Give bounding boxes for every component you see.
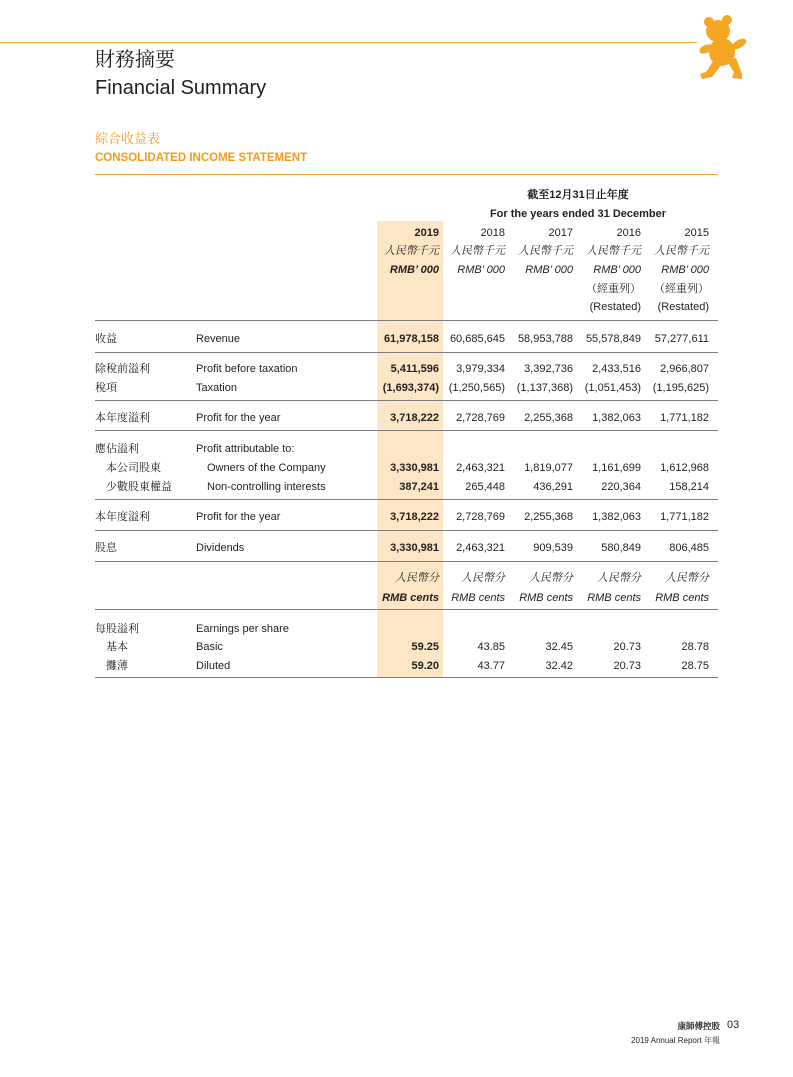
value-cell: 2,255,368 xyxy=(524,412,573,424)
row-label-en: Earnings per share xyxy=(196,623,289,635)
table-rule xyxy=(95,561,718,562)
unit-label-zh: 人民幣分 xyxy=(597,572,641,584)
value-cell: 1,771,182 xyxy=(660,412,709,424)
value-cell: 20.73 xyxy=(613,641,641,653)
unit-label-en: RMB’ 000 xyxy=(525,264,573,276)
value-cell: 3,330,981 xyxy=(390,542,439,554)
unit-label-en: RMB cents xyxy=(382,592,439,604)
restated-label-en: (Restated) xyxy=(657,301,709,313)
value-cell: 59.20 xyxy=(411,660,439,672)
value-cell: 5,411,596 xyxy=(390,363,439,375)
table-rule xyxy=(95,609,718,610)
restated-label-en: (Restated) xyxy=(589,301,641,313)
value-cell: 2,463,321 xyxy=(456,542,505,554)
unit-label-zh: 人民幣分 xyxy=(395,572,439,584)
value-cell: 220,364 xyxy=(601,481,641,493)
value-cell: (1,693,374) xyxy=(382,382,439,394)
value-cell: (1,195,625) xyxy=(652,382,709,394)
unit-label-zh: 人民幣千元 xyxy=(586,245,641,257)
value-cell: 1,612,968 xyxy=(660,462,709,474)
table-row-eps xyxy=(0,622,793,636)
row-label-zh: 本公司股東 xyxy=(106,462,161,474)
row-label-zh: 除稅前溢利 xyxy=(95,363,150,375)
value-cell: 158,214 xyxy=(669,481,709,493)
unit-label-zh: 人民幣千元 xyxy=(518,245,573,257)
table-row-profit-before-taxation xyxy=(0,362,793,376)
value-cell: 2,966,807 xyxy=(660,363,709,375)
row-label-zh: 每股溢利 xyxy=(95,623,139,635)
value-cell: 1,382,063 xyxy=(592,511,641,523)
cents-unit-row-en xyxy=(0,591,793,605)
period-label-en: For the years ended 31 December xyxy=(489,208,667,220)
table-row-profit-for-year-total xyxy=(0,510,793,524)
value-cell: (1,051,453) xyxy=(584,382,641,394)
row-label-en: Non-controlling interests xyxy=(207,481,326,493)
row-label-zh: 稅項 xyxy=(95,382,117,394)
page-title-zh: 財務摘要 xyxy=(95,49,175,71)
restated-label-zh: （經重列） xyxy=(654,283,709,295)
unit-label-en: RMB’ 000 xyxy=(457,264,505,276)
header-rule xyxy=(0,42,697,43)
table-rule xyxy=(95,499,718,500)
value-cell: 3,718,222 xyxy=(390,511,439,523)
table-rule xyxy=(95,400,718,401)
unit-label-zh: 人民幣分 xyxy=(665,572,709,584)
section-title-en: CONSOLIDATED INCOME STATEMENT xyxy=(95,152,308,164)
row-label-en: Profit for the year xyxy=(196,412,281,424)
value-cell: 60,685,645 xyxy=(449,333,505,345)
year-header: 2018 xyxy=(480,227,505,239)
value-cell: (1,137,368) xyxy=(516,382,573,394)
table-row-profit-for-year xyxy=(0,411,793,425)
row-label-zh: 基本 xyxy=(106,641,128,653)
value-cell: 1,819,077 xyxy=(524,462,573,474)
row-label-en: Owners of the Company xyxy=(207,462,326,474)
year-header: 2019 xyxy=(414,227,439,239)
period-row-en xyxy=(0,207,793,221)
value-cell: 43.77 xyxy=(477,660,505,672)
unit-row-zh xyxy=(0,244,793,258)
value-cell: 58,953,788 xyxy=(517,333,573,345)
value-cell: 2,255,368 xyxy=(524,511,573,523)
table-rule xyxy=(95,320,718,321)
value-cell: 3,979,334 xyxy=(456,363,505,375)
row-label-en: Taxation xyxy=(196,382,237,394)
unit-label-zh: 人民幣千元 xyxy=(384,245,439,257)
unit-row-en xyxy=(0,263,793,277)
row-label-zh: 本年度溢利 xyxy=(95,511,150,523)
table-rule xyxy=(95,677,718,678)
row-label-en: Profit for the year xyxy=(196,511,281,523)
bear-mascot-icon xyxy=(696,14,748,82)
restated-row-zh xyxy=(0,282,793,296)
period-label-zh: 截至12月31日止年度 xyxy=(527,189,629,201)
table-row-profit-attributable xyxy=(0,442,793,456)
table-row-eps-diluted xyxy=(0,659,793,673)
page-number: 03 xyxy=(727,1019,740,1031)
value-cell: 1,382,063 xyxy=(592,412,641,424)
value-cell: 2,728,769 xyxy=(456,412,505,424)
unit-label-en: RMB’ 000 xyxy=(593,264,641,276)
value-cell: 580,849 xyxy=(601,542,641,554)
value-cell: 909,539 xyxy=(533,542,573,554)
unit-label-zh: 人民幣分 xyxy=(529,572,573,584)
row-label-en: Dividends xyxy=(196,542,245,554)
unit-label-en: RMB’ 000 xyxy=(389,264,439,276)
footer-company: 康師傅控股 xyxy=(677,1021,720,1031)
table-row-dividends xyxy=(0,541,793,555)
table-row-owners xyxy=(0,461,793,475)
row-label-zh: 少數股東權益 xyxy=(106,481,172,493)
value-cell: 3,392,736 xyxy=(524,363,573,375)
row-label-en: Revenue xyxy=(196,333,241,345)
value-cell: 2,433,516 xyxy=(592,363,641,375)
years-row xyxy=(0,226,793,240)
value-cell: 28.75 xyxy=(681,660,709,672)
year-header: 2015 xyxy=(684,227,709,239)
value-cell: 32.45 xyxy=(545,641,573,653)
value-cell: 1,771,182 xyxy=(660,511,709,523)
unit-label-en: RMB’ 000 xyxy=(661,264,709,276)
value-cell: 2,463,321 xyxy=(456,462,505,474)
year-header: 2016 xyxy=(616,227,641,239)
value-cell: 28.78 xyxy=(681,641,709,653)
value-cell: 32.42 xyxy=(545,660,573,672)
table-rule xyxy=(95,530,718,531)
unit-label-zh: 人民幣千元 xyxy=(450,245,505,257)
restated-row-en xyxy=(0,300,793,314)
year-header: 2017 xyxy=(548,227,573,239)
period-row-zh xyxy=(0,188,793,202)
page-title-en: Financial Summary xyxy=(95,77,267,99)
unit-label-en: RMB cents xyxy=(655,592,709,604)
cents-unit-row-zh xyxy=(0,571,793,585)
row-label-zh: 股息 xyxy=(95,542,117,554)
table-row-taxation xyxy=(0,381,793,395)
value-cell: 61,978,158 xyxy=(383,333,439,345)
value-cell: 3,330,981 xyxy=(390,462,439,474)
row-label-en: Profit before taxation xyxy=(196,363,298,375)
value-cell: 265,448 xyxy=(465,481,505,493)
unit-label-zh: 人民幣千元 xyxy=(654,245,709,257)
value-cell: (1,250,565) xyxy=(448,382,505,394)
table-row-revenue xyxy=(0,332,793,346)
value-cell: 1,161,699 xyxy=(592,462,641,474)
value-cell: 57,277,611 xyxy=(654,333,709,345)
table-row-eps-basic xyxy=(0,640,793,654)
section-rule xyxy=(95,174,718,175)
row-label-en: Basic xyxy=(196,641,223,653)
section-title-zh: 綜合收益表 xyxy=(95,131,161,146)
value-cell: 59.25 xyxy=(411,641,439,653)
table-row-non-controlling xyxy=(0,480,793,494)
row-label-zh: 攤薄 xyxy=(106,660,128,672)
unit-label-en: RMB cents xyxy=(587,592,641,604)
value-cell: 43.85 xyxy=(477,641,505,653)
unit-label-en: RMB cents xyxy=(451,592,505,604)
value-cell: 436,291 xyxy=(533,481,573,493)
row-label-zh: 收益 xyxy=(95,333,117,345)
footer-report-title: 2019 Annual Report 年報 xyxy=(631,1036,720,1045)
value-cell: 806,485 xyxy=(669,542,709,554)
unit-label-zh: 人民幣分 xyxy=(461,572,505,584)
row-label-zh: 本年度溢利 xyxy=(95,412,150,424)
restated-label-zh: （經重列） xyxy=(586,283,641,295)
row-label-en: Profit attributable to: xyxy=(196,443,295,455)
value-cell: 387,241 xyxy=(399,481,439,493)
table-rule xyxy=(95,430,718,431)
unit-label-en: RMB cents xyxy=(519,592,573,604)
row-label-en: Diluted xyxy=(196,660,231,672)
value-cell: 20.73 xyxy=(613,660,641,672)
value-cell: 55,578,849 xyxy=(585,333,641,345)
row-label-zh: 應佔溢利 xyxy=(95,443,139,455)
table-rule xyxy=(95,352,718,353)
value-cell: 3,718,222 xyxy=(390,412,439,424)
value-cell: 2,728,769 xyxy=(456,511,505,523)
